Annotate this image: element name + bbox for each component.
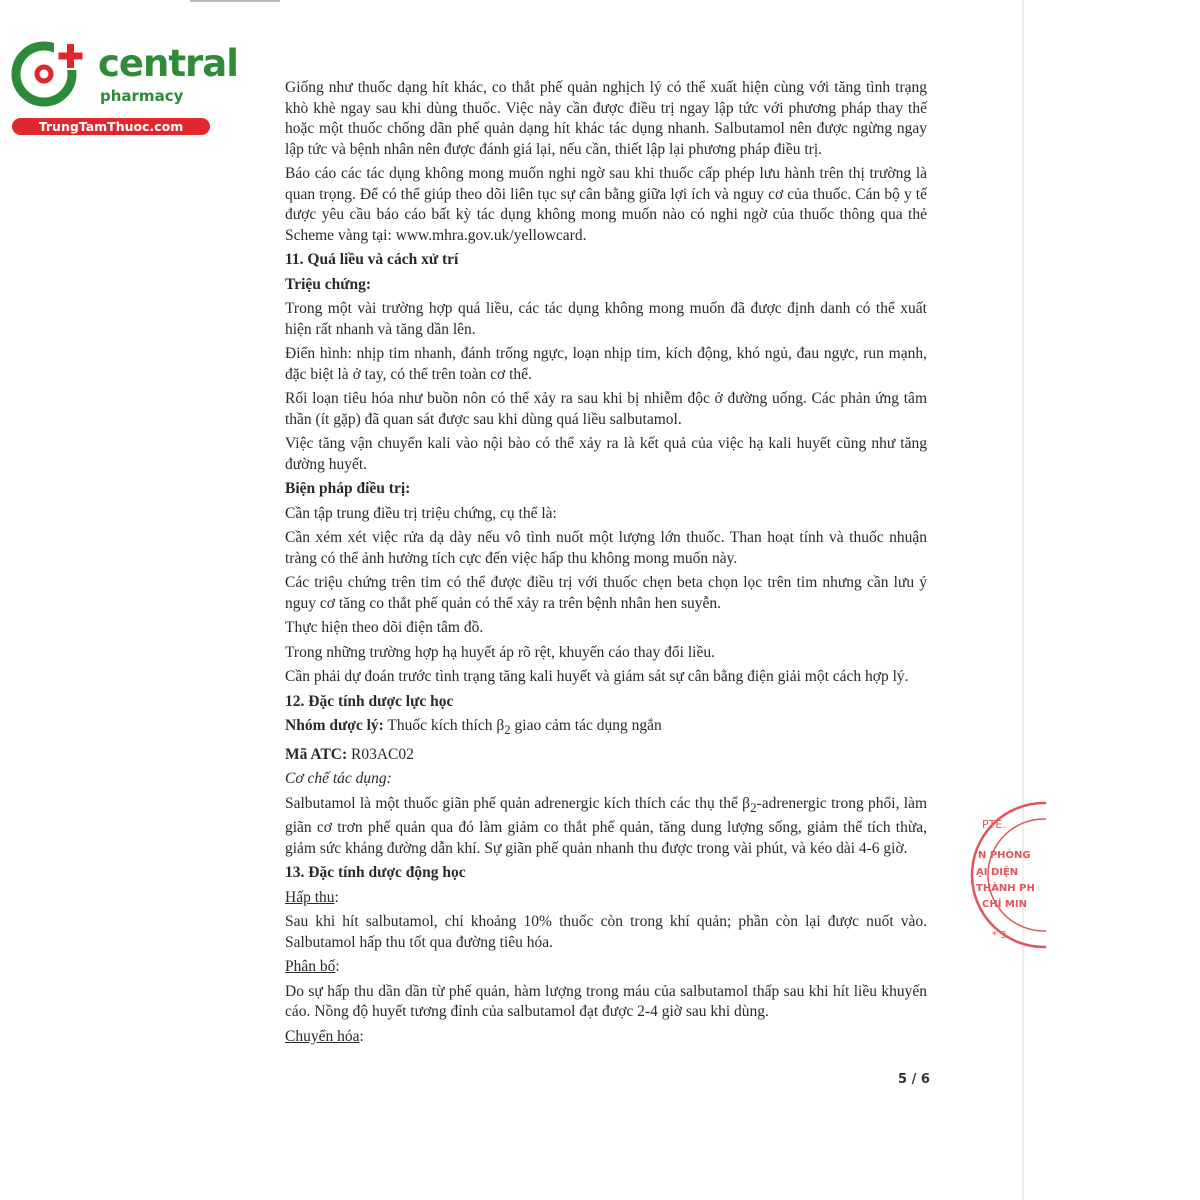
atc-label: Mã ATC: bbox=[285, 745, 348, 763]
paragraph-bronchospasm: Giống như thuốc dạng hít khác, co thắt phế quản nghịch lý có thể xuất hiện cùng với tăng tình trạng khò khè ngay sau khi dùng thuốc. Việc này cần được điều trị ngay lập tức với phương pháp thay thế hoặc một thuốc chống dãn phế quản dạng hít khác tác dụng nhanh. Salbutamol nên được ngừng ngay lập tức và bệnh nhân nên được đánh giá lại, nếu cần, thiết lập lại phương pháp điều trị. bbox=[285, 79, 927, 158]
paragraph-absorption: Sau khi hít salbutamol, chỉ khoảng 10% thuốc còn trong khí quản; phần còn lại được nuốt vào. Salbutamol hấp thu tốt qua đường tiêu hóa. bbox=[285, 913, 927, 951]
mechanism-text-b: -adrenergic trong phổi, làm giãn cơ trơn phế quản qua đó làm giảm co thắt phế quản, tăng dung lượng sống, giảm thể tích thừa, giảm sức kháng đường dẫn khí. Sự giãn phế quản nhanh thu được trong vài phút, và kéo dài 4-6 giờ. bbox=[285, 794, 928, 857]
section-heading-overdose: 11. Quá liều và cách xử trí bbox=[285, 251, 459, 268]
pharmacy-cross-icon bbox=[10, 36, 94, 110]
paragraph-treatment-2: Cần xém xét việc rửa dạ dày nếu vô tình nuốt một lượng lớn thuốc. Than hoạt tính và thuốc nhuận tràng có thể ảnh hưởng tích cực đến việc hấp thu không mong muốn này. bbox=[285, 529, 927, 567]
office-seal-stamp bbox=[966, 790, 1046, 960]
document-body bbox=[285, 78, 927, 1051]
absorption-label-line: Hấp thu: bbox=[285, 888, 339, 906]
paragraph-treatment-6: Cần phải dự đoán trước tình trạng tăng kali huyết và giám sát sự cân bằng điện giải một cách hợp lý. bbox=[285, 668, 909, 685]
central-pharmacy-logo[interactable] bbox=[10, 36, 238, 140]
group-text-a: Thuốc kích thích β bbox=[383, 717, 505, 734]
distribution-label: Phân bố bbox=[285, 958, 336, 976]
subheading-symptoms: Triệu chứng: bbox=[285, 275, 372, 293]
group-label: Nhóm dược lý: bbox=[285, 717, 384, 734]
stamp-line-2: N PHÒNG bbox=[978, 850, 1031, 861]
mechanism-subscript: 2 bbox=[750, 799, 757, 815]
logo-brand-text: central bbox=[98, 42, 238, 85]
paragraph-treatment-3: Các triệu chứng trên tim có thể được điều trị với thuốc chẹn beta chọn lọc trên tim nhưng cần lưu ý nguy cơ tăng co thắt phế quản có thể xảy ra trên bệnh nhân hen suyễn. bbox=[285, 574, 927, 612]
page-number: 5 / 6 bbox=[898, 1072, 930, 1087]
mechanism-label: Cơ chế tác dụng: bbox=[285, 770, 392, 788]
logo-site-url[interactable]: TrungTamThuoc.com bbox=[12, 118, 210, 135]
paragraph-treatment-4: Thực hiện theo dõi điện tâm đồ. bbox=[285, 619, 484, 636]
stamp-line-1: PTE. bbox=[982, 818, 1006, 831]
stamp-line-3: ẠI DIỆN bbox=[976, 867, 1019, 878]
paragraph-atc-code bbox=[285, 745, 927, 766]
paragraph-pharmacological-group bbox=[285, 716, 927, 741]
top-edge-line bbox=[190, 0, 280, 2]
stamp-line-4: THÀNH PH bbox=[976, 883, 1035, 894]
paragraph-treatment-5: Trong những trường hợp hạ huyết áp rõ rệt, khuyến cáo thay đổi liều. bbox=[285, 643, 715, 661]
mechanism-text-a: Salbutamol là một thuốc giãn phế quản adrenergic kích thích các thụ thể β bbox=[285, 794, 751, 812]
absorption-label: Hấp thu bbox=[285, 888, 335, 906]
paragraph-distribution: Do sự hấp thu dần dần từ phế quản, hàm lượng trong máu của salbutamol thấp sau khi hít liều khuyến cáo. Nồng độ huyết tương đỉnh của salbutamol đạt được 2-4 giờ sau khi dùng. bbox=[285, 982, 927, 1021]
metabolism-label-line: Chuyển hóa: bbox=[285, 1027, 364, 1045]
paragraph-treatment-1: Cần tập trung điều trị triệu chứng, cụ thể là: bbox=[285, 504, 557, 522]
group-subscript: 2 bbox=[504, 722, 511, 738]
distribution-label-line: Phân bố: bbox=[285, 958, 340, 976]
subheading-treatment: Biện pháp điều trị: bbox=[285, 480, 411, 497]
logo-sub-text: pharmacy bbox=[100, 87, 184, 105]
group-text-b: giao cảm tác dụng ngắn bbox=[510, 717, 662, 734]
stamp-line-6: * 3 bbox=[992, 930, 1007, 941]
stamp-line-5: CHÍ MIN bbox=[982, 899, 1027, 910]
paragraph-reporting: Báo cáo các tác dụng không mong muốn nghi ngờ sau khi thuốc cấp phép lưu hành trên thị trường là quan trọng. Để có thể giúp theo dõi liên tục sự cân bằng giữa lợi ích và nguy cơ của thuốc. Cán bộ y tế được yêu cầu báo cáo bất kỳ tác dụng không mong muốn nào có nghi ngờ của thuốc thông qua thẻ Scheme vàng tại: www.mhra.gov.uk/yellowcard. bbox=[285, 165, 927, 244]
paragraph-symptoms-2: Điển hình: nhịp tim nhanh, đánh trống ngực, loạn nhịp tim, kích động, khó ngủ, đau ngực, run mạnh, đặc biệt là ở tay, có thể trên toàn cơ thể. bbox=[285, 345, 927, 383]
page-edge-shadow bbox=[1022, 0, 1024, 1200]
section-heading-pharmacokinetics: 13. Đặc tính dược động học bbox=[285, 864, 466, 882]
paragraph-symptoms-1: Trong một vài trường hợp quá liều, các tác dụng không mong muốn đã được định danh có thể xuất hiện rất nhanh và tăng dần lên. bbox=[285, 300, 927, 338]
paragraph-mechanism bbox=[285, 794, 927, 860]
paragraph-symptoms-4: Việc tăng vận chuyển kali vào nội bào có thể xảy ra là kết quả của việc hạ kali huyết cũng như tăng đường huyết. bbox=[285, 435, 927, 473]
paragraph-symptoms-3: Rối loạn tiêu hóa như buồn nôn có thể xảy ra sau khi bị nhiễm độc ở đường uống. Các phản ứng tâm thần (ít gặp) đã quan sát được sau khi dùng quá liều salbutamol. bbox=[285, 390, 927, 428]
metabolism-label: Chuyển hóa bbox=[285, 1027, 360, 1045]
section-heading-pharmacodynamics: 12. Đặc tính dược lực học bbox=[285, 692, 454, 710]
atc-value: R03AC02 bbox=[347, 745, 414, 763]
